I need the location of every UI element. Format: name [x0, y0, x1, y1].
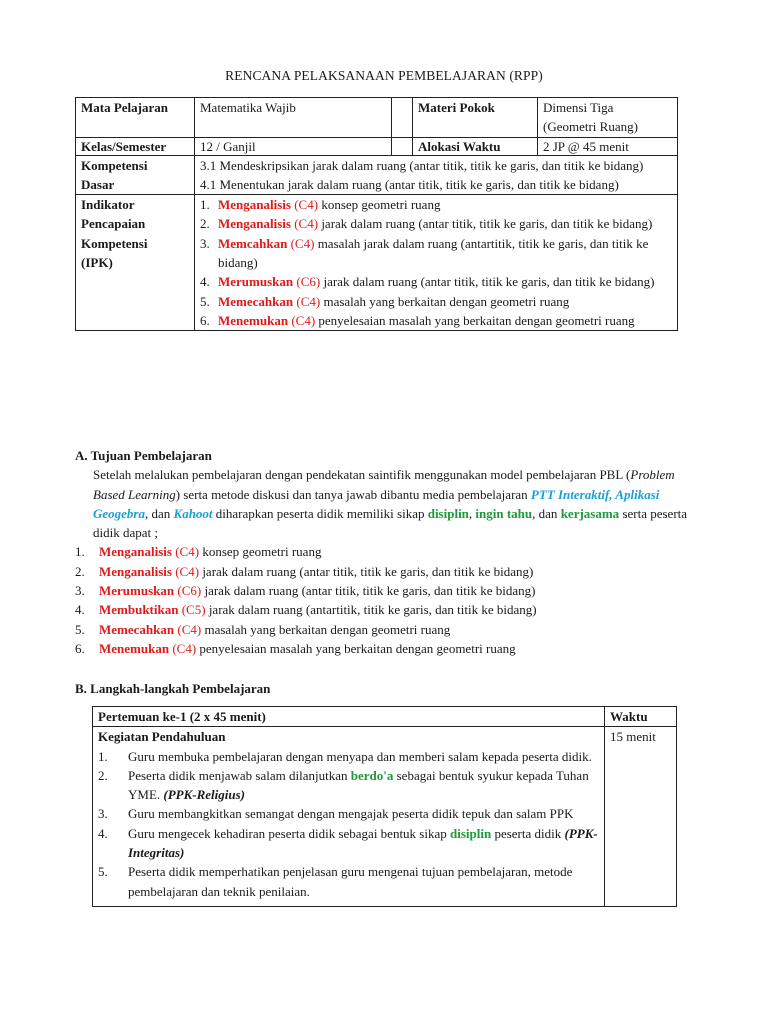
- para-text: , dan: [532, 505, 561, 521]
- item-text: masalah yang berkaitan dengan geometri ruang: [201, 621, 451, 637]
- ipk-label-line: Pencapaian: [81, 216, 146, 232]
- alokasi-value: 2 JP @ 45 menit: [538, 137, 678, 155]
- list-number: 5.: [98, 864, 108, 880]
- waktu-value: 15 menit: [605, 727, 677, 907]
- section-paragraph: [75, 465, 695, 542]
- kd-label-line: Dasar: [81, 176, 115, 192]
- item-text: Guru membuka pembelajaran dengan menyapa dan memberi salam kepada peserta didik.: [128, 748, 592, 764]
- list-number: 3.: [200, 235, 210, 251]
- list-item: [98, 804, 599, 823]
- item-text: konsep geometri ruang: [199, 544, 322, 560]
- verb: Menemukan: [99, 640, 170, 656]
- mapel-value: Matematika Wajib: [195, 98, 392, 138]
- verb: Memecahkan: [99, 621, 175, 637]
- list-item: [98, 824, 599, 863]
- list-number: 2.: [98, 767, 108, 783]
- list-item: [98, 747, 599, 766]
- para-text: diharapkan peserta didik memiliki sikap: [212, 505, 428, 521]
- verb: Memcahkan: [218, 235, 288, 251]
- verb: Merumuskan: [218, 274, 294, 290]
- sikap-highlight: kerjasama: [560, 505, 620, 521]
- spacer-cell: [392, 98, 413, 138]
- item-text: Guru mengecek kehadiran peserta didik sebagai bentuk sikap: [128, 825, 450, 841]
- list-item: [75, 562, 695, 581]
- ipk-label-line: Indikator: [81, 197, 135, 213]
- item-text: konsep geometri ruang: [318, 197, 441, 213]
- item-text: sebagai bentuk syukur kepada Tuhan YME.: [128, 767, 589, 803]
- materi-value-line-1: Dimensi Tiga: [543, 100, 614, 115]
- list-number: 1.: [75, 544, 85, 560]
- list-item: [75, 542, 695, 561]
- para-text: ) serta metode diskusi dan tanya jawab dibantu media pembelajaran: [175, 486, 531, 502]
- item-text: jarak dalam ruang (antar titik, titik ke garis, dan titik ke bidang): [201, 583, 536, 599]
- highlight-text: disiplin: [450, 825, 492, 841]
- section-langkah: [75, 679, 695, 698]
- list-item: [200, 272, 672, 291]
- list-item: [200, 214, 672, 233]
- materi-value-line-2: (Geometri Ruang): [543, 119, 638, 135]
- para-text: , dan: [145, 505, 174, 521]
- kegiatan-list: [98, 747, 599, 901]
- list-number: 3.: [98, 806, 108, 822]
- level: (C4): [171, 563, 200, 579]
- kd-content: [195, 155, 678, 195]
- ppk-tag: (PPK-Religius): [163, 787, 245, 803]
- list-item: [200, 234, 672, 273]
- ipk-label-line: (IPK): [81, 255, 113, 271]
- item-text: peserta didik: [491, 825, 565, 841]
- kelas-label: Kelas/Semester: [76, 137, 195, 155]
- para-text: serta peserta didik dapat ;: [93, 505, 688, 541]
- list-item: [75, 639, 695, 658]
- item-text: jarak dalam ruang (antartitik, titik ke garis, dan titik ke bidang): [205, 602, 537, 618]
- cell-padding: [98, 901, 599, 906]
- spacer-cell: [392, 137, 413, 155]
- ipk-content: [195, 195, 678, 331]
- item-text: penyelesaian masalah yang berkaitan dengan geometri ruang: [315, 312, 635, 328]
- materi-label: Materi Pokok: [413, 98, 538, 138]
- alokasi-label: Alokasi Waktu: [413, 137, 538, 155]
- section-heading: B. Langkah-langkah Pembelajaran: [75, 681, 271, 696]
- kahoot-highlight: Kahoot: [173, 505, 213, 521]
- langkah-table: [92, 706, 677, 907]
- item-text: Guru membangkitkan semangat dengan mengajak peserta didik tepuk dan salam PPK: [128, 806, 574, 822]
- section-tujuan: [75, 446, 695, 658]
- list-item: [75, 581, 695, 600]
- verb: Membuktikan: [99, 602, 179, 618]
- pertemuan-header: Pertemuan ke-1 (2 x 45 menit): [93, 707, 605, 727]
- waktu-header: Waktu: [605, 707, 677, 727]
- level: (C4): [290, 216, 319, 232]
- kd-item: 3.1 Mendeskripsikan jarak dalam ruang (antar titik, titik ke garis, dan titik ke bidang): [200, 157, 644, 173]
- level: (C4): [290, 197, 319, 213]
- page-title: RENCANA PELAKSANAAN PEMBELAJARAN (RPP): [225, 68, 543, 83]
- list-item: [200, 195, 672, 214]
- ppk-tag: (PPK-Integritas): [128, 825, 598, 861]
- level: (C5): [178, 602, 206, 618]
- item-text: penyelesaian masalah yang berkaitan dengan geometri ruang: [196, 640, 516, 656]
- sikap-highlight: disiplin: [427, 505, 469, 521]
- verb: Merumuskan: [99, 583, 175, 599]
- verb: Menganalisis: [218, 197, 291, 213]
- list-number: 5.: [200, 293, 210, 309]
- level: (C4): [293, 293, 321, 309]
- level: (C4): [169, 640, 197, 656]
- ipk-list: [200, 195, 672, 330]
- para-italic: Problem Based Learning: [93, 467, 675, 502]
- section-heading: A. Tujuan Pembelajaran: [75, 448, 212, 463]
- item-text: jarak dalam ruang (antar titik, titik ke garis, dan titik ke bidang): [318, 216, 653, 232]
- list-item: [75, 600, 695, 619]
- list-number: 1.: [200, 197, 210, 213]
- verb: Menganalisis: [99, 563, 172, 579]
- list-item: [98, 862, 599, 901]
- para-text: Setelah melalukan pembelajaran dengan pendekatan saintifik menggunakan model pembelajaran PBL (: [93, 467, 631, 483]
- item-text: masalah yang berkaitan dengan geometri ruang: [320, 293, 570, 309]
- kd-label: [76, 155, 195, 195]
- list-number: 5.: [75, 621, 85, 637]
- item-text: Peserta didik memperhatikan penjelasan guru mengenai tujuan pembelajaran, metode pembelajaran dan teknik penilaian.: [128, 864, 573, 899]
- mapel-label: Mata Pelajaran: [76, 98, 195, 138]
- tujuan-list: [75, 542, 695, 658]
- kegiatan-cell: [93, 727, 605, 907]
- highlight-text: berdo'a: [350, 767, 394, 783]
- list-number: 4.: [200, 274, 210, 290]
- level: (C4): [171, 544, 200, 560]
- verb: Menemukan: [218, 312, 289, 328]
- verb: Menganalisis: [99, 544, 172, 560]
- materi-value: [538, 98, 678, 138]
- ipk-label-line: Kompetensi: [81, 235, 148, 251]
- kd-item: 4.1 Menentukan jarak dalam ruang (antar titik, titik ke garis, dan titik ke bidang): [200, 176, 619, 192]
- para-text: ,: [468, 505, 476, 521]
- list-number: 3.: [75, 583, 85, 599]
- level: (C4): [174, 621, 202, 637]
- list-item: [200, 311, 672, 330]
- item-text: jarak dalam ruang (antar titik, titik ke garis, dan titik ke bidang): [320, 274, 655, 290]
- item-text: jarak dalam ruang (antar titik, titik ke garis, dan titik ke bidang): [199, 563, 534, 579]
- media-highlight: PTT Interaktif, Aplikasi Geogebra: [93, 486, 660, 521]
- level: (C4): [287, 235, 315, 251]
- level: (C6): [293, 274, 321, 290]
- sikap-highlight: ingin tahu: [475, 505, 533, 521]
- list-number: 4.: [98, 825, 108, 841]
- list-number: 2.: [200, 216, 210, 232]
- kd-label-line: Kompetensi: [81, 157, 148, 173]
- item-text: masalah jarak dalam ruang (antartitik, titik ke garis, dan titik ke bidang): [218, 235, 649, 271]
- list-item: [200, 292, 672, 311]
- kelas-value: 12 / Ganjil: [195, 137, 392, 155]
- list-item: [75, 620, 695, 639]
- list-number: 1.: [98, 748, 108, 764]
- list-number: 6.: [200, 312, 210, 328]
- list-number: 4.: [75, 602, 85, 618]
- list-number: 6.: [75, 640, 85, 656]
- rpp-info-table: [75, 97, 678, 331]
- item-text: Peserta didik menjawab salam dilanjutkan: [128, 767, 351, 783]
- level: (C6): [174, 583, 202, 599]
- list-number: 2.: [75, 563, 85, 579]
- kegiatan-title: Kegiatan Pendahuluan: [98, 729, 226, 745]
- verb: Memecahkan: [218, 293, 294, 309]
- ipk-label: [76, 195, 195, 331]
- verb: Menganalisis: [218, 216, 291, 232]
- level: (C4): [288, 312, 316, 328]
- list-item: [98, 766, 599, 805]
